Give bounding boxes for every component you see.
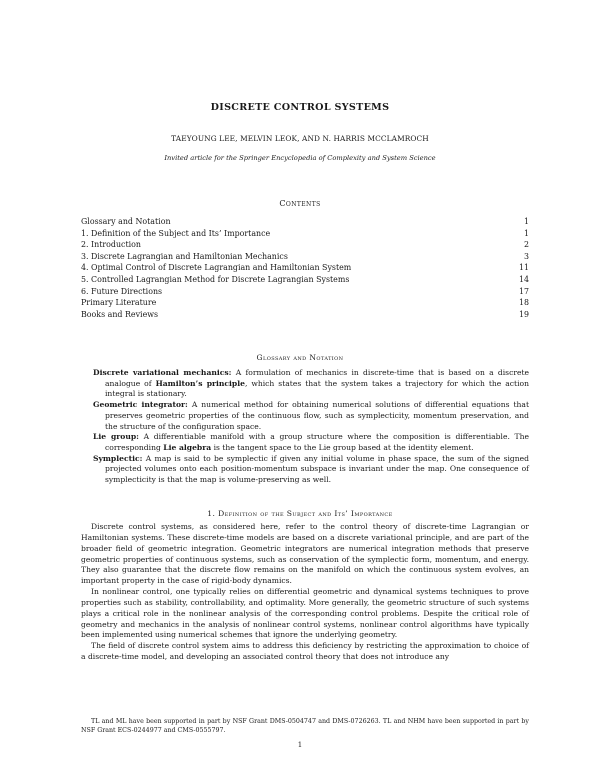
toc-entry-label: Books and Reviews <box>81 309 159 319</box>
toc-entry <box>81 228 529 240</box>
toc-entry-page: 1 <box>523 217 529 226</box>
glossary-entry <box>93 432 529 453</box>
toc-entry <box>81 286 529 298</box>
toc-entry <box>81 297 529 309</box>
toc-entry-page: 18 <box>518 298 529 308</box>
glossary-definition: A numerical method for obtaining numerical solutions of differential equations that preserves geometric properties of the continuous flow, such as symplecticity, momentum preservation, and the structure of the configuration space. <box>105 400 529 431</box>
glossary-term: Lie group: <box>93 432 139 442</box>
glossary-entry <box>93 368 529 400</box>
glossary-definition-tail: is the tangent space to the Lie group based at the identity element. <box>211 442 474 452</box>
toc-entry-label: 2. Introduction <box>81 240 142 250</box>
glossary-definition: A formulation of mechanics in discrete-time that is based on a discrete analogue of <box>105 368 529 388</box>
toc-entry <box>81 216 529 228</box>
table-of-contents <box>81 216 529 320</box>
glossary-entry <box>93 400 529 432</box>
toc-entry-label: Primary Literature <box>81 298 157 308</box>
paper-title: DISCRETE CONTROL SYSTEMS <box>210 102 390 113</box>
toc-entry <box>81 274 529 286</box>
toc-entry-label: 4. Optimal Control of Discrete Lagrangian and Hamiltonian System <box>81 263 352 273</box>
toc-entry-label: Glossary and Notation <box>81 217 171 226</box>
toc-entry <box>81 309 529 321</box>
toc-entry <box>81 251 529 263</box>
toc-entry <box>81 262 529 274</box>
toc-entry-page: 1 <box>523 228 529 238</box>
glossary-term: Symplectic: <box>93 453 143 463</box>
toc-entry-page: 14 <box>518 274 529 284</box>
funding-footnote: TL and ML have been supported in part by NSF Grant DMS-0504747 and DMS-0726263. TL and NHM have been supported in part by NSF Grant ECS-0244977 and CMS-0555797. <box>81 718 529 734</box>
glossary-definition-tail: , which states that the system takes a trajectory for which the action integral is stationary. <box>105 378 530 399</box>
body-paragraph: Discrete control systems, as considered here, refer to the control theory of discrete-time Lagrangian or Hamiltonian systems. These discrete-time models are based on a discrete variational principle, and are part of the broader field of geometric integration. Geometric integrators are numerical integration methods that preserve geometric properties of continuous systems, such as conservation of the symplectic form, momentum, and energy. They also guarantee that the discrete flow remains on the manifold on which the continuous system evolves, an important property in the case of rigid-body dynamics. <box>81 522 529 586</box>
paper-authors: TAEYOUNG LEE, MELVIN LEOK, AND N. HARRIS MCCLAMROCH <box>171 134 429 143</box>
toc-entry-page: 3 <box>523 251 529 261</box>
toc-heading: Contents <box>279 199 321 208</box>
body-paragraph: The field of discrete control system aims to address this deficiency by restricting the approximation to choice of a discrete-time model, and developing an associated control theory that does not introduce any <box>81 641 529 662</box>
toc-entry-page: 2 <box>523 240 529 250</box>
paper-subtitle: Invited article for the Springer Encyclopedia of Complexity and System Science <box>164 154 436 162</box>
glossary-definition: A differentiable manifold with a group structure where the composition is differentiable. The corresponding <box>105 432 529 452</box>
toc-entry-label: 1. Definition of the Subject and Its’ Importance <box>81 228 271 238</box>
toc-entry-page: 11 <box>518 263 529 273</box>
toc-entry-page: 19 <box>518 309 529 319</box>
glossary-list <box>93 368 529 486</box>
body-paragraph: In nonlinear control, one typically relies on differential geometric and dynamical systems techniques to prove properties such as stability, controllability, and optimality. More generally, the geometric structure of such systems plays a critical role in the nonlinear analysis of the corresponding control problems. Despite the critical role of geometry and mechanics in the analysis of nonlinear control systems, nonlinear control algorithms have typically been implemented using numerical schemes that ignore the underlying geometry. <box>81 587 529 640</box>
toc-entry-label: 5. Controlled Lagrangian Method for Discrete Lagrangian Systems <box>81 274 350 284</box>
toc-entry-label: 3. Discrete Lagrangian and Hamiltonian Mechanics <box>81 251 288 261</box>
section-body <box>81 522 529 663</box>
glossary-emphasis: Hamilton’s principle <box>155 378 245 388</box>
toc-entry <box>81 239 529 251</box>
glossary-term: Geometric integrator: <box>93 400 188 410</box>
glossary-entry <box>93 454 529 486</box>
page-number: 1 <box>297 741 303 749</box>
glossary-definition: A map is said to be symplectic if given any initial volume in phase space, the sum of the signed projected volumes onto each position-momentum subspace is invariant under the map. One consequence of symplecticity is that the map is volume-preserving as well. <box>105 453 529 485</box>
glossary-heading: Glossary and Notation <box>256 353 344 362</box>
glossary-emphasis: Lie algebra <box>163 442 212 452</box>
section-heading: 1. Definition of the Subject and Its’ Importance <box>207 509 393 518</box>
glossary-term: Discrete variational mechanics: <box>93 368 232 377</box>
toc-entry-label: 6. Future Directions <box>81 286 163 296</box>
toc-entry-page: 17 <box>518 286 529 296</box>
